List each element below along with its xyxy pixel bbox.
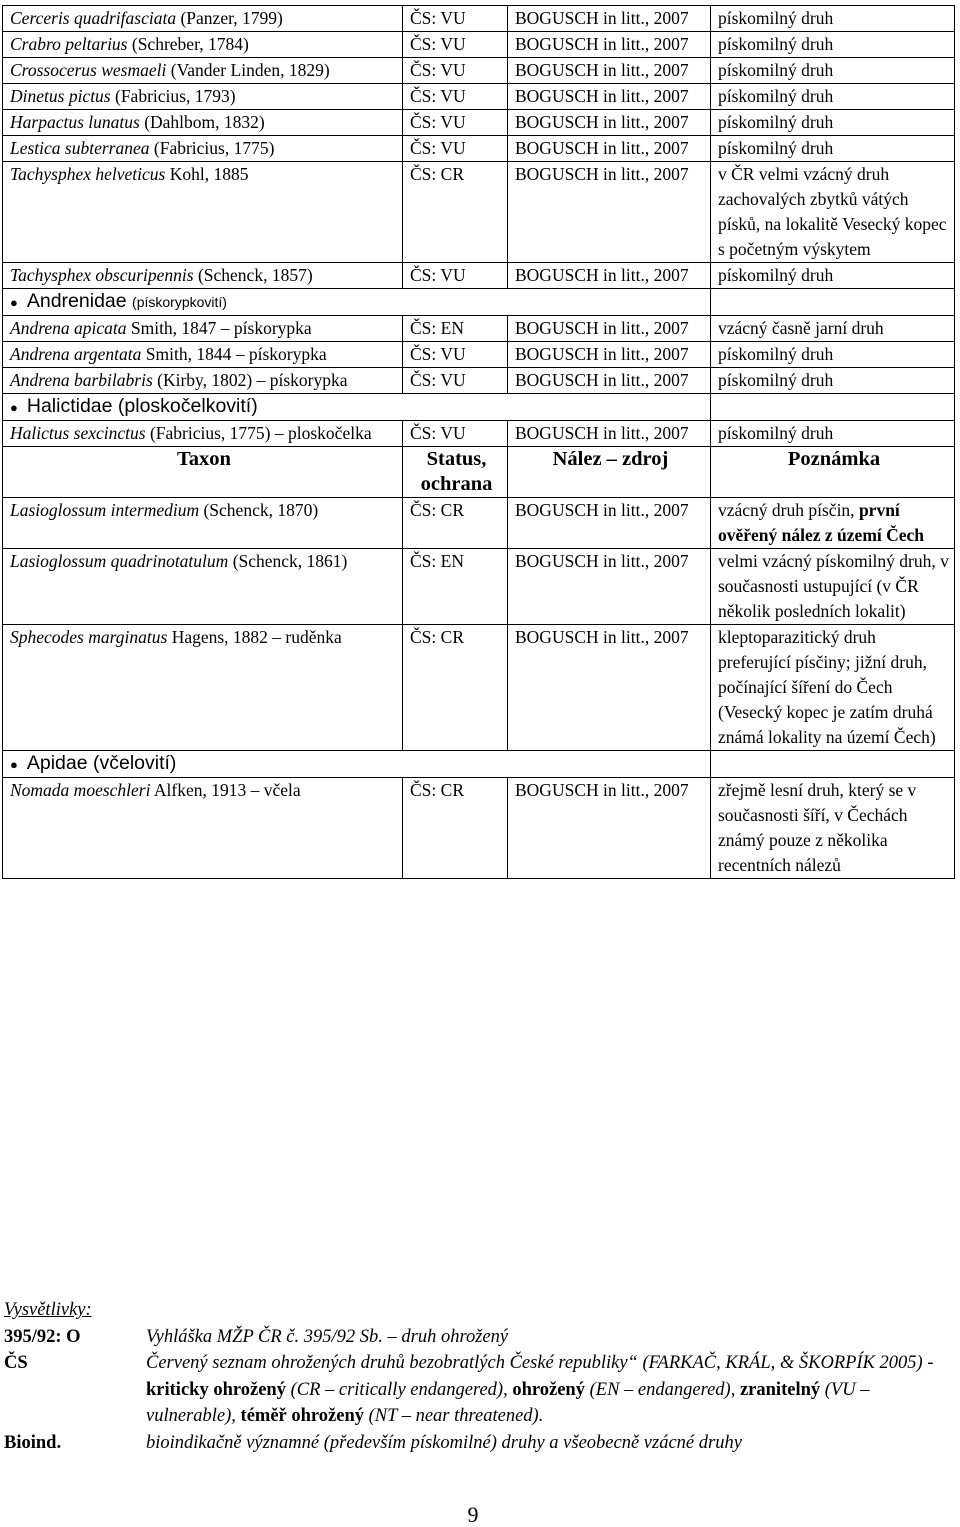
legend-entry xyxy=(4,1430,956,1457)
status-cell: ČS: VU xyxy=(403,263,508,289)
note-cell: zřejmě lesní druh, který se v současnosti šíří, v Čechách známý pouze z několika recentních nálezů xyxy=(711,778,955,879)
taxon-cell: Cerceris quadrifasciata (Panzer, 1799) xyxy=(3,6,403,32)
status-cell: ČS: EN xyxy=(403,316,508,342)
legend-value: Červený seznam ohrožených druhů bezobratlých České republiky“ (FARKAČ, KRÁL, & ŠKORPÍK 2005) - kriticky ohrožený (CR – critically endangered), ohrožený (EN – endangered), zranitelný (VU – vulnerable), téměř ohrožený (NT – near threatened). xyxy=(146,1353,934,1426)
taxon-cell: Crossocerus wesmaeli (Vander Linden, 1829) xyxy=(3,58,403,84)
table-row xyxy=(3,549,955,625)
status-cell: ČS: VU xyxy=(403,342,508,368)
taxon-cell: Lestica subterranea (Fabricius, 1775) xyxy=(3,136,403,162)
legend-value: bioindikačně významné (především pískomilné) druhy a všeobecně vzácné druhy xyxy=(146,1432,742,1453)
header-row xyxy=(3,447,955,498)
taxon-cell: Andrena barbilabris (Kirby, 1802) – pískorypka xyxy=(3,368,403,394)
taxon-cell: Halictus sexcinctus (Fabricius, 1775) – ploskočelka xyxy=(3,421,403,447)
taxon-cell: Sphecodes marginatus Hagens, 1882 – ruděnka xyxy=(3,625,403,751)
note-cell: v ČR velmi vzácný druh zachovalých zbytků vátých písků, na lokalitě Vesecký kopec s početným výskytem xyxy=(711,162,955,263)
section-row-halictidae xyxy=(3,394,955,421)
taxon-cell: Andrena apicata Smith, 1847 – pískorypka xyxy=(3,316,403,342)
legend-entry xyxy=(4,1324,956,1351)
bullet-icon: ● xyxy=(10,400,18,415)
note-cell: velmi vzácný pískomilný druh, v současnosti ustupující (v ČR několik posledních lokalit) xyxy=(711,549,955,625)
taxon-cell: Lasioglossum intermedium (Schenck, 1870) xyxy=(3,498,403,549)
table-row xyxy=(3,136,955,162)
table-row xyxy=(3,498,955,549)
taxon-cell: Nomada moeschleri Alfken, 1913 – včela xyxy=(3,778,403,879)
status-cell: ČS: VU xyxy=(403,110,508,136)
status-cell: ČS: CR xyxy=(403,498,508,549)
source-cell: BOGUSCH in litt., 2007 xyxy=(508,84,711,110)
section-heading: ● Andrenidae (pískorypkovití) xyxy=(3,289,711,316)
header-source: Nález – zdroj xyxy=(508,447,711,498)
table-row xyxy=(3,162,955,263)
table-row xyxy=(3,625,955,751)
taxon-cell: Harpactus lunatus (Dahlbom, 1832) xyxy=(3,110,403,136)
source-cell: BOGUSCH in litt., 2007 xyxy=(508,316,711,342)
status-cell: ČS: VU xyxy=(403,6,508,32)
source-cell: BOGUSCH in litt., 2007 xyxy=(508,368,711,394)
legend-entry xyxy=(4,1350,956,1430)
source-cell: BOGUSCH in litt., 2007 xyxy=(508,136,711,162)
note-cell: pískomilný druh xyxy=(711,263,955,289)
note-cell: pískomilný druh xyxy=(711,58,955,84)
source-cell: BOGUSCH in litt., 2007 xyxy=(508,421,711,447)
source-cell: BOGUSCH in litt., 2007 xyxy=(508,32,711,58)
section-heading: ● Halictidae (ploskočelkovití) xyxy=(3,394,711,421)
status-cell: ČS: VU xyxy=(403,136,508,162)
empty-cell xyxy=(711,289,955,316)
source-cell: BOGUSCH in litt., 2007 xyxy=(508,263,711,289)
table-row xyxy=(3,316,955,342)
source-cell: BOGUSCH in litt., 2007 xyxy=(508,625,711,751)
status-cell: ČS: CR xyxy=(403,625,508,751)
taxon-cell: Tachysphex helveticus Kohl, 1885 xyxy=(3,162,403,263)
header-taxon: Taxon xyxy=(3,447,403,498)
status-cell: ČS: VU xyxy=(403,58,508,84)
note-cell: pískomilný druh xyxy=(711,6,955,32)
table-row xyxy=(3,421,955,447)
source-cell: BOGUSCH in litt., 2007 xyxy=(508,549,711,625)
note-cell: pískomilný druh xyxy=(711,368,955,394)
table-row xyxy=(3,84,955,110)
note-cell: vzácný druh písčin, první ověřený nález z území Čech xyxy=(711,498,955,549)
table-row xyxy=(3,58,955,84)
legend-key: 395/92: O xyxy=(4,1326,81,1347)
note-cell: vzácný časně jarní druh xyxy=(711,316,955,342)
note-cell: pískomilný druh xyxy=(711,84,955,110)
status-cell: ČS: VU xyxy=(403,32,508,58)
status-cell: ČS: VU xyxy=(403,84,508,110)
taxon-cell: Andrena argentata Smith, 1844 – pískorypka xyxy=(3,342,403,368)
status-cell: ČS: EN xyxy=(403,549,508,625)
note-cell: pískomilný druh xyxy=(711,421,955,447)
status-cell: ČS: VU xyxy=(403,368,508,394)
table-row xyxy=(3,368,955,394)
header-note: Poznámka xyxy=(711,447,955,498)
note-cell: pískomilný druh xyxy=(711,136,955,162)
note-cell: kleptoparazitický druh preferující písčiny; jižní druh, počínající šíření do Čech (Vesecký kopec je zatím druhá známá lokality na území Čech) xyxy=(711,625,955,751)
source-cell: BOGUSCH in litt., 2007 xyxy=(508,110,711,136)
taxon-cell: Lasioglossum quadrinotatulum (Schenck, 1861) xyxy=(3,549,403,625)
source-cell: BOGUSCH in litt., 2007 xyxy=(508,778,711,879)
status-cell: ČS: CR xyxy=(403,778,508,879)
legend-title: Vysvětlivky: xyxy=(4,1300,92,1320)
section-heading: ● Apidae (včelovití) xyxy=(3,751,711,778)
header-status: Status, ochrana xyxy=(403,447,508,498)
note-cell: pískomilný druh xyxy=(711,342,955,368)
legend-key: Bioind. xyxy=(4,1432,62,1453)
legend-value: Vyhláška MŽP ČR č. 395/92 Sb. – druh ohrožený xyxy=(146,1326,509,1347)
section-row-andrenidae xyxy=(3,289,955,316)
table-row xyxy=(3,32,955,58)
source-cell: BOGUSCH in litt., 2007 xyxy=(508,498,711,549)
bullet-icon: ● xyxy=(10,295,18,310)
empty-cell xyxy=(711,394,955,421)
legend xyxy=(4,1297,956,1456)
status-cell: ČS: CR xyxy=(403,162,508,263)
source-cell: BOGUSCH in litt., 2007 xyxy=(508,58,711,84)
bullet-icon: ● xyxy=(10,757,18,772)
section-row-apidae xyxy=(3,751,955,778)
taxon-cell: Crabro peltarius (Schreber, 1784) xyxy=(3,32,403,58)
source-cell: BOGUSCH in litt., 2007 xyxy=(508,162,711,263)
empty-cell xyxy=(711,751,955,778)
status-cell: ČS: VU xyxy=(403,421,508,447)
table-row xyxy=(3,6,955,32)
page-number: 9 xyxy=(467,1502,479,1527)
table-row xyxy=(3,778,955,879)
note-cell: pískomilný druh xyxy=(711,110,955,136)
table-row xyxy=(3,342,955,368)
source-cell: BOGUSCH in litt., 2007 xyxy=(508,342,711,368)
table-row xyxy=(3,263,955,289)
taxon-cell: Dinetus pictus (Fabricius, 1793) xyxy=(3,84,403,110)
table-row xyxy=(3,110,955,136)
taxon-cell: Tachysphex obscuripennis (Schenck, 1857) xyxy=(3,263,403,289)
legend-key: ČS xyxy=(4,1353,28,1373)
species-table xyxy=(2,5,955,879)
note-cell: pískomilný druh xyxy=(711,32,955,58)
source-cell: BOGUSCH in litt., 2007 xyxy=(508,6,711,32)
